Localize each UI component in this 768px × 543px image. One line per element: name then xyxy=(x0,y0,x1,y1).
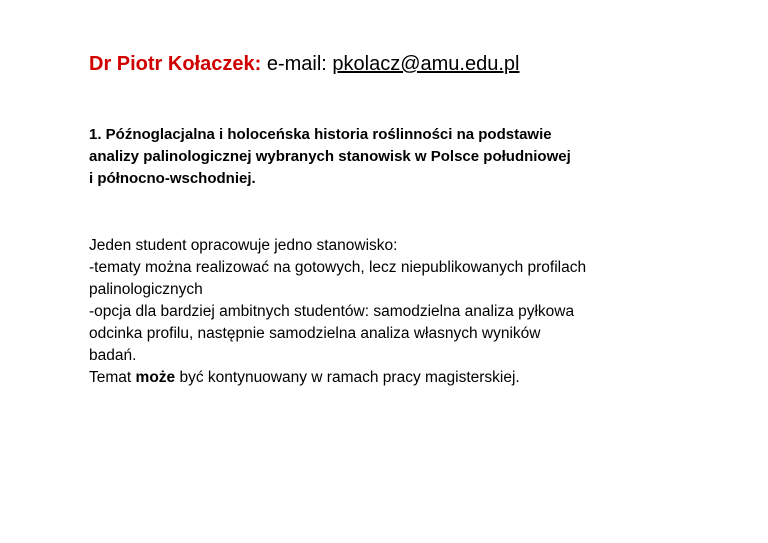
email-link[interactable]: pkolacz@amu.edu.pl xyxy=(332,53,520,75)
contact-header xyxy=(89,50,519,78)
email-label: e-mail: xyxy=(266,53,327,75)
topic-description xyxy=(89,235,699,389)
author-name: Dr Piotr Kołaczek: xyxy=(89,53,262,75)
description-line: -tematy można realizować na gotowych, lecz niepublikowanych profilach xyxy=(89,259,587,276)
topic-line: 1. Późnoglacjalna i holoceńska historia roślinności na podstawie xyxy=(89,126,552,143)
description-line: odcinka profilu, następnie samodzielna analiza własnych wyników xyxy=(89,325,541,342)
last-line-before: Temat xyxy=(89,369,132,386)
description-line: Jeden student opracowuje jedno stanowisko: xyxy=(89,237,398,254)
description-last-line xyxy=(89,367,699,389)
topic-title xyxy=(89,124,689,190)
description-line: badań. xyxy=(89,347,137,364)
description-line: -opcja dla bardziej ambitnych studentów: samodzielna analiza pyłkowa xyxy=(89,303,575,320)
topic-line: analizy palinologicznej wybranych stanowisk w Polsce południowej xyxy=(89,148,571,165)
description-line: palinologicznych xyxy=(89,281,203,298)
emphasis-word: może xyxy=(135,369,176,386)
topic-line: i północno-wschodniej. xyxy=(89,170,256,187)
last-line-after: być kontynuowany w ramach pracy magisterskiej. xyxy=(179,369,520,386)
